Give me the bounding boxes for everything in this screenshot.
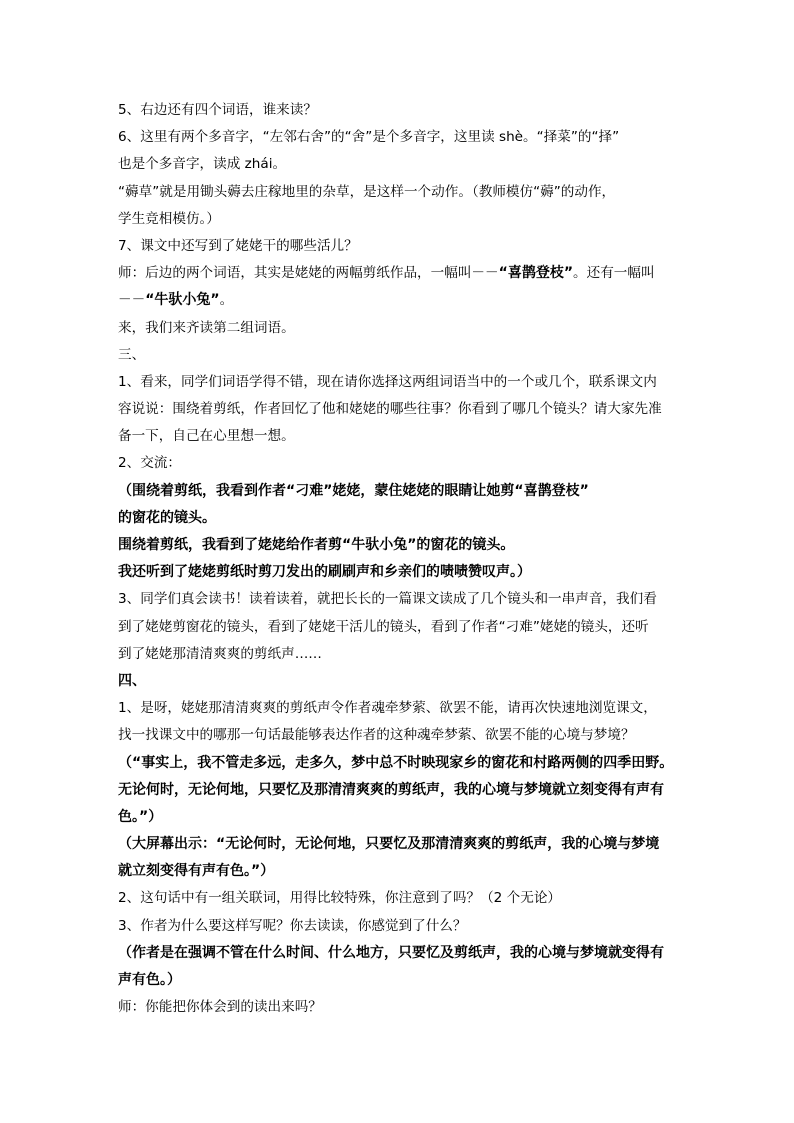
- text-line: 师：你能把你体会到的读出来吗？: [118, 999, 322, 1016]
- text-line: （作者是在强调不管在什么时间、什么地方，只要忆及剪纸声，我的心境与梦境就变得有: [118, 944, 664, 961]
- text-line: [118, 260, 678, 287]
- text-line: 三、: [118, 346, 146, 363]
- text-line: （大屏幕出示：“无论何时，无论何地，只要忆及那清清爽爽的剪纸声，我的心境与梦境: [118, 836, 660, 853]
- text-line: 的窗花的镜头。: [118, 509, 216, 526]
- text-line: 色。”）: [118, 808, 163, 825]
- text-line: “薅草”就是用锄头薅去庄稼地里的杂草，是这样一个动作。（教师模仿“薅”的动作，: [118, 183, 616, 200]
- text-line: 6、这里有两个多音字，“左邻右舍”的“舍”是个多音字，这里读 shè。“择菜”的“择”: [118, 129, 620, 146]
- text-line: 找一找课文中的哪那一句话最能够表达作者的这种魂牵梦萦、欲罢不能的心境与梦境？: [118, 727, 635, 744]
- text-line: 来，我们来齐读第二组词语。: [118, 319, 295, 336]
- text-line: 到了姥姥剪窗花的镜头，看到了姥姥干活儿的镜头，看到了作者“刁难”姥姥的镜头，还听: [118, 618, 649, 635]
- text-line: 围绕着剪纸，我看到了姥姥给作者剪“牛驮小兔”的窗花的镜头。: [118, 537, 515, 553]
- text-line: 2、交流：: [118, 455, 182, 472]
- text-line: （“事实上，我不管走多远，走多久，梦中总不时映现家乡的窗花和村路两侧的四季田野。: [118, 754, 674, 771]
- document-body: [118, 97, 678, 1021]
- text-line: 3、作者为什么要这样写呢？你去读读，你感觉到了什么？: [118, 917, 467, 934]
- text-line: 到了姥姥那清清爽爽的剪纸声……: [118, 645, 322, 662]
- text-line: 5、右边还有四个词语，谁来读？: [118, 102, 317, 118]
- text-line: 声有色。）: [118, 972, 181, 988]
- text-segment: 。: [219, 292, 234, 309]
- text-line: 2、这句话中有一组关联词，用得比较特殊，你注意到了吗？（2 个无论）: [118, 890, 562, 907]
- text-line: 备一下，自己在心里想一想。: [118, 428, 295, 445]
- text-line: 1、看来，同学们词语学得不错，现在请你选择这两组词语当中的一个或几个，联系课文内: [118, 373, 657, 390]
- text-line: 四、: [118, 672, 146, 689]
- text-line: [118, 287, 678, 314]
- text-line: 容说说：围绕着剪纸，作者回忆了他和姥姥的哪些往事？你看到了哪几个镜头？请大家先准: [118, 401, 662, 418]
- text-segment: 。还有一幅叫: [573, 265, 655, 282]
- text-line: 我还听到了姥姥剪纸时剪刀发出的刷刷声和乡亲们的啧啧赞叹声。）: [118, 564, 531, 581]
- text-line: 也是个多音字，读成 zhái。: [118, 156, 287, 173]
- text-line: 1、是呀，姥姥那清清爽爽的剪纸声令作者魂牵梦萦、欲罢不能，请再次快速地浏览课文，: [118, 700, 657, 717]
- bold-segment: “喜鹊登枝”: [498, 265, 574, 282]
- text-line: 7、课文中还写到了姥姥干的哪些活儿？: [118, 237, 358, 254]
- bold-segment: “牛驮小兔”: [145, 292, 220, 309]
- text-line: 学生竞相模仿。）: [118, 210, 220, 227]
- text-line: 3、同学们真会读书！读着读着，就把长长的一篇课文读成了几个镜头和一串声音，我们看: [118, 591, 657, 608]
- text-line: 就立刻变得有声有色。”）: [118, 863, 275, 880]
- text-line: （围绕着剪纸，我看到作者“刁难”姥姥，蒙住姥姥的眼睛让她剪“喜鹊登枝”: [118, 482, 589, 499]
- text-segment: －－: [118, 292, 146, 309]
- text-segment: 师：后边的两个词语，其实是姥姥的两幅剪纸作品，一幅叫－－: [118, 265, 499, 282]
- text-line: 无论何时，无论何地，只要忆及那清清爽爽的剪纸声，我的心境与梦境就立刻变得有声有: [118, 781, 664, 798]
